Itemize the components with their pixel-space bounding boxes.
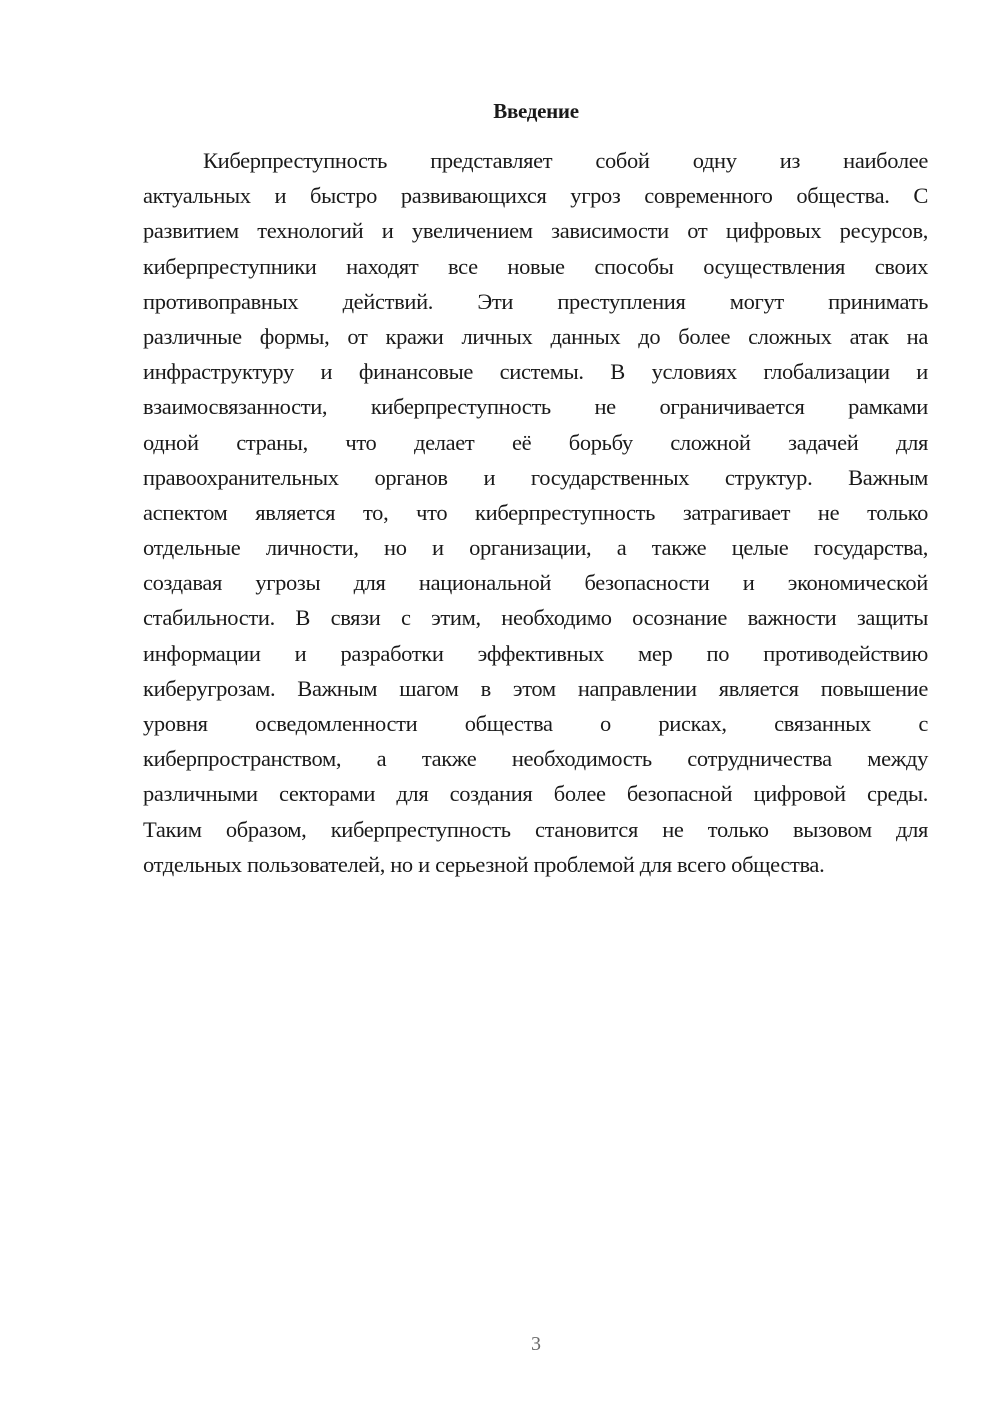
paragraph-line: уровня осведомленности общества о рисках, связанных с xyxy=(143,711,928,736)
paragraph-line: аспектом является то, что киберпреступность затрагивает не только xyxy=(143,499,928,525)
paragraph-line: различными секторами для создания более безопасной цифровой среды. xyxy=(143,781,928,807)
paragraph-line: правоохранительных органов и государственных структур. Важным xyxy=(143,464,928,490)
paragraph-line: киберугрозам. Важным шагом в этом направлении является повышение xyxy=(143,675,928,701)
paragraph-line: киберпреступники находят все новые способы осуществления своих xyxy=(143,253,928,279)
paragraph-line: стабильности. В связи с этим, необходимо осознание важности защиты xyxy=(143,605,928,631)
paragraph-line: отдельных пользователей, но и серьезной проблемой для всего общества. xyxy=(143,851,825,877)
section-heading: Введение xyxy=(493,99,579,123)
paragraph-line: Таким образом, киберпреступность становится не только вызовом для xyxy=(143,816,928,842)
paragraph-line: развитием технологий и увеличением зависимости от цифровых ресурсов, xyxy=(143,218,928,244)
paragraph-line: инфраструктуру и финансовые системы. В условиях глобализации и xyxy=(143,359,928,385)
paragraph-line: одной страны, что делает её борьбу сложной задачей для xyxy=(143,429,928,455)
paragraph-line: создавая угрозы для национальной безопасности и экономической xyxy=(143,570,928,596)
paragraph-line: взаимосвязанности, киберпреступность не ограничивается рамками xyxy=(143,394,928,420)
paragraph-line: актуальных и быстро развивающихся угроз современного общества. С xyxy=(143,183,928,209)
paragraph-line: киберпространством, а также необходимость сотрудничества между xyxy=(143,746,928,772)
paragraph-line: отдельные личности, но и организации, а также целые государства, xyxy=(143,535,928,561)
paragraph-line: информации и разработки эффективных мер по противодействию xyxy=(143,640,928,666)
introduction-paragraph xyxy=(143,143,928,882)
paragraph-line: противоправных действий. Эти преступления могут принимать xyxy=(143,288,928,314)
paragraph-line: Киберпреступность представляет собой одну из наиболее xyxy=(203,148,928,173)
page-number: 3 xyxy=(531,1333,541,1355)
paragraph-line: различные формы, от кражи личных данных до более сложных атак на xyxy=(143,323,928,349)
